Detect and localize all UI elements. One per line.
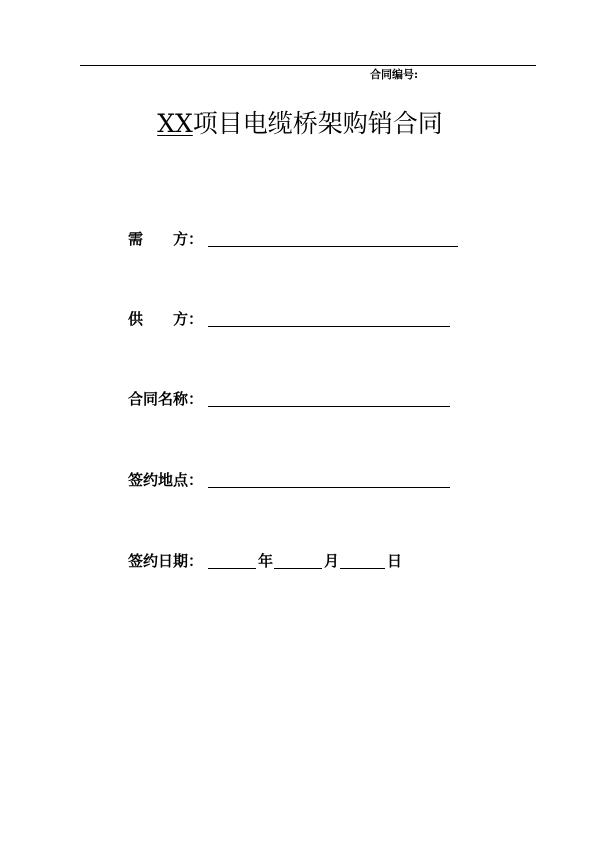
signing-date-field: [128, 550, 428, 574]
contract-name-label: 合同名称：: [128, 390, 204, 408]
year-blank-line[interactable]: [208, 568, 256, 569]
contract-name-blank-line[interactable]: [208, 406, 450, 407]
header-rule: [80, 65, 536, 66]
title-prefix: XX: [157, 109, 193, 138]
month-unit: 月: [324, 552, 340, 570]
buyer-blank-line[interactable]: [208, 246, 458, 247]
year-unit: 年: [258, 552, 274, 570]
signing-place-label: 签约地点：: [128, 471, 204, 489]
day-unit: 日: [387, 552, 403, 570]
title-main: 项目电缆桥架购销合同: [192, 109, 443, 138]
contract-number-label: 合同编号:: [370, 68, 419, 81]
day-blank-line[interactable]: [340, 568, 385, 569]
supplier-label: 供 方：: [128, 310, 204, 328]
month-blank-line[interactable]: [274, 568, 322, 569]
signing-date-label: 签约日期：: [128, 552, 204, 570]
supplier-blank-line[interactable]: [208, 326, 450, 327]
buyer-label: 需 方：: [128, 230, 204, 248]
signing-place-blank-line[interactable]: [208, 487, 450, 488]
page-title: [0, 104, 600, 140]
